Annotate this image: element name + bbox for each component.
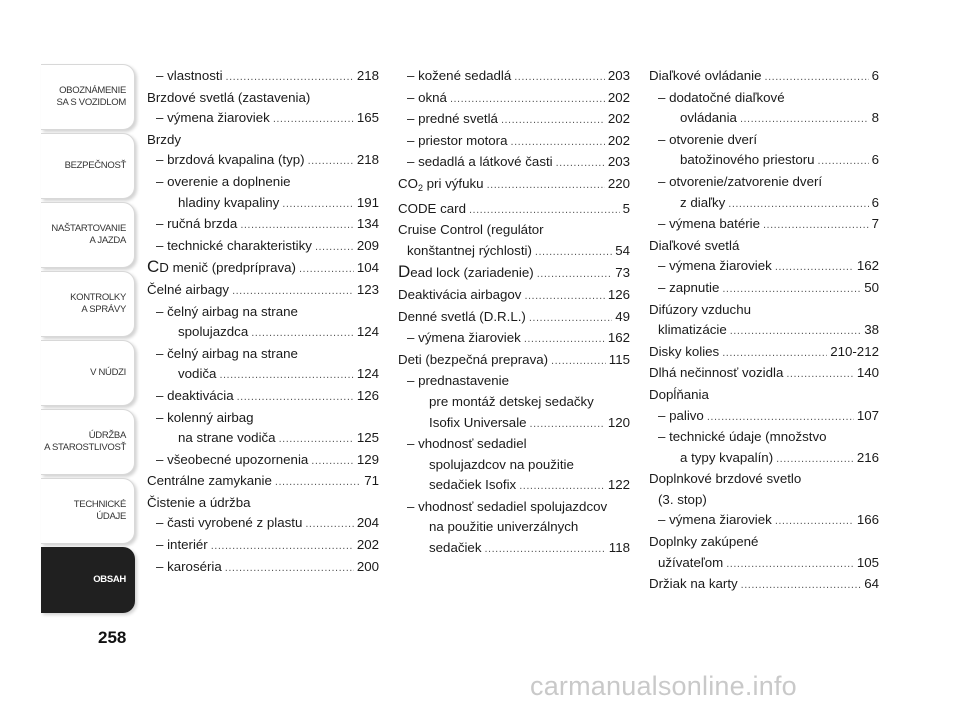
index-entry	[147, 257, 379, 280]
index-entry-text: Doplnkové brzdové svetlo	[649, 471, 802, 487]
leader-dots	[551, 351, 606, 372]
leader-dots	[232, 281, 354, 302]
index-page-number: 124	[356, 366, 379, 382]
index-entry-text: – zapnutie	[658, 279, 720, 295]
index-page-number: 64	[864, 576, 879, 592]
leader-dots	[775, 257, 854, 278]
index-entry-text: Deti (bezpečná preprava)	[398, 351, 549, 367]
index-entry-text: Brzdy	[147, 131, 181, 147]
index-page-number: 209	[356, 237, 379, 253]
index-entry-text: Držiak na karty	[649, 576, 738, 592]
index-page-number: 204	[356, 515, 379, 531]
index-entry	[649, 88, 879, 130]
index-page-number: 202	[607, 111, 630, 127]
index-entry-text: hladiny kvapaliny	[178, 194, 280, 210]
index-entry	[398, 307, 630, 329]
leader-dots	[308, 151, 354, 172]
leader-dots	[741, 575, 862, 596]
index-page-number: 126	[607, 286, 630, 302]
index-entry	[649, 363, 879, 385]
leader-dots	[450, 89, 605, 110]
index-entry	[398, 131, 630, 153]
index-page-number: 38	[864, 322, 879, 338]
index-entry-text: – palivo	[658, 407, 704, 423]
chapter-tab[interactable]: OBSAH	[41, 547, 135, 613]
leader-dots	[707, 407, 854, 428]
index-entry-text: Disky kolies	[649, 343, 720, 359]
index-entry-text: a typy kvapalín)	[680, 449, 774, 465]
index-entry	[147, 344, 379, 386]
leader-dots	[484, 539, 605, 560]
index-page-number: 162	[607, 330, 630, 346]
index-entry-text: – kožené sedadlá	[407, 68, 512, 83]
index-entry-text: – výmena žiaroviek	[407, 330, 521, 346]
index-entry-text: spolujazdcov na použitie	[429, 456, 574, 472]
index-entry-text: Deaktivácia airbagov	[398, 286, 522, 302]
leader-dots	[305, 514, 353, 535]
index-entry-text: – karoséria	[156, 558, 222, 574]
index-entry-text: Denné svetlá (D.R.L.)	[398, 308, 526, 324]
index-entry-text: sedačiek	[429, 540, 482, 556]
index-page-number: 118	[608, 540, 630, 556]
index-page-number: 49	[615, 308, 630, 324]
index-entry	[147, 236, 379, 258]
index-entry-text: – čelný airbag na strane	[156, 345, 298, 361]
leader-dots	[211, 536, 354, 557]
index-entry-text: Doplnky zakúpené	[649, 534, 759, 550]
index-entry-text: – výmena batérie	[658, 216, 760, 232]
leader-dots	[775, 511, 854, 532]
index-page-number: 107	[856, 407, 879, 423]
index-entry-text: – kolenný airbag	[156, 409, 254, 425]
leader-dots	[279, 429, 354, 450]
index-entry-text: – čelný airbag na strane	[156, 303, 298, 319]
index-entry-text: – vlastnosti	[156, 68, 223, 83]
index-entry-text: – technické údaje (množstvo	[658, 429, 827, 445]
leader-dots	[535, 242, 612, 263]
index-page-number: 134	[356, 216, 379, 232]
index-page-number: 202	[607, 132, 630, 148]
index-entry-text: klimatizácie	[658, 322, 727, 338]
leader-dots	[524, 286, 604, 307]
index-entry-text: sedačiek Isofix	[429, 477, 517, 493]
leader-dots	[722, 279, 861, 300]
leader-dots	[273, 109, 354, 130]
index-entry-text: – otvorenie/zatvorenie dverí	[658, 173, 823, 189]
index-entry-text: z diaľky	[680, 194, 726, 210]
index-entry	[147, 66, 379, 88]
index-entry-text: – všeobecné upozornenia	[156, 451, 309, 467]
page-number: 258	[98, 628, 127, 647]
leader-dots	[726, 554, 854, 575]
index-page-number: 71	[364, 473, 379, 489]
leader-dots	[530, 414, 605, 435]
index-entry	[398, 328, 630, 350]
index-entry	[147, 535, 379, 557]
leader-dots	[765, 67, 869, 88]
index-entry-text: Čistenie a údržba	[147, 494, 251, 510]
leader-dots	[226, 67, 354, 88]
chapter-tab[interactable]: KONTROLKY A SPRÁVY	[41, 271, 135, 337]
index-entry	[147, 302, 379, 344]
index-entry	[649, 385, 879, 406]
index-entry	[649, 574, 879, 596]
index-page-number: 8	[871, 110, 879, 126]
index-entry-text: spolujazdca	[178, 324, 249, 340]
index-entry	[649, 278, 879, 300]
index-page-number: 6	[871, 152, 879, 168]
leader-dots	[537, 264, 612, 285]
index-entry-text: Dopĺňania	[649, 386, 709, 402]
index-entry-text: Dlhá nečinnosť vozidla	[649, 365, 784, 381]
leader-dots	[501, 110, 605, 131]
leader-dots	[818, 151, 869, 172]
index-page-number: 104	[356, 260, 379, 276]
leader-dots	[524, 329, 605, 350]
leader-dots	[519, 476, 605, 497]
index-page-number: 191	[356, 194, 379, 210]
index-entry-text: – predné svetlá	[407, 111, 498, 127]
index-entry	[649, 214, 879, 236]
index-entry	[398, 497, 630, 560]
index-entry-text: Cruise Control (regulátor	[398, 222, 544, 238]
index-page-number: 124	[356, 324, 379, 340]
index-entry-text: Centrálne zamykanie	[147, 473, 272, 489]
leader-dots	[315, 237, 354, 258]
chapter-tab[interactable]: NAŠTARTOVANIE A JAZDA	[41, 202, 135, 268]
index-entry-text: Isofix Universale	[429, 414, 527, 430]
index-page-number: 7	[871, 216, 879, 232]
index-entry-text: – overenie a doplnenie	[156, 173, 291, 189]
index-entry	[649, 130, 879, 172]
index-entry	[649, 300, 879, 342]
index-entry-text: batožinového priestoru	[680, 152, 815, 168]
index-page-number: 203	[607, 68, 630, 83]
index-entry-text: – prednastavenie	[407, 373, 510, 389]
index-page-number: 105	[856, 554, 879, 570]
index-entry-text: užívateľom	[658, 554, 724, 570]
index-page-number: 122	[607, 477, 630, 493]
leader-dots	[728, 194, 868, 215]
index-entry	[147, 471, 379, 493]
index-entry	[649, 406, 879, 428]
chapter-tab[interactable]: V NÚDZI	[41, 340, 135, 406]
index-page-number: 203	[607, 154, 630, 170]
leader-dots	[776, 449, 854, 470]
index-entry-text: – interiér	[156, 537, 208, 553]
chapter-tab[interactable]: OBOZNÁMENIE SA S VOZIDLOM	[41, 64, 135, 130]
index-entry-text: Čelné airbagy	[147, 281, 230, 297]
index-page-number: 123	[356, 281, 379, 297]
index-page-number: 166	[856, 512, 879, 528]
index-entry-text: ovládania	[680, 110, 737, 126]
index-entry	[398, 220, 630, 262]
index-entry	[398, 66, 630, 88]
chapter-tab[interactable]: BEZPEČNOSŤ	[41, 133, 135, 199]
leader-dots	[311, 451, 354, 472]
index-entry-text: – deaktivácia	[156, 387, 234, 403]
index-entry-text: – výmena žiaroviek	[658, 258, 772, 274]
index-page-number: 120	[607, 414, 630, 430]
index-entry	[649, 66, 879, 88]
index-page-number: 5	[622, 200, 630, 216]
index-entry-text: Dead lock (zariadenie)	[398, 262, 534, 282]
index-entry	[649, 236, 879, 257]
index-entry-text: Brzdové svetlá (zastavenia)	[147, 89, 311, 105]
index-entry	[147, 108, 379, 130]
index-entry	[649, 510, 879, 532]
index-entry	[147, 280, 379, 302]
index-page-number: 73	[615, 265, 630, 281]
index-page-number: 210-212	[830, 343, 879, 359]
index-entry-text: vodiča	[178, 366, 217, 382]
index-page-number: 50	[864, 279, 879, 295]
leader-dots	[763, 215, 869, 236]
index-page-number: 202	[607, 89, 630, 105]
watermark: carmanualsonline.info	[530, 671, 797, 701]
index-entry	[398, 152, 630, 174]
index-entry-text: – otvorenie dverí	[658, 131, 758, 147]
index-entry-text: (3. stop)	[658, 491, 707, 507]
index-entry	[398, 109, 630, 131]
index-page-number: 162	[856, 258, 879, 274]
index-page-number: 125	[356, 430, 379, 446]
index-entry-text: – výmena žiaroviek	[658, 512, 772, 528]
index-entry	[147, 408, 379, 450]
index-entry-text: – technické charakteristiky	[156, 237, 312, 253]
index-entry-text: konštantnej rýchlosti)	[407, 242, 532, 258]
leader-dots	[514, 67, 605, 88]
chapter-tab[interactable]: TECHNICKÉ ÚDAJE	[41, 478, 135, 544]
index-entry	[649, 172, 879, 214]
leader-dots	[786, 364, 853, 385]
index-entry-text: – vhodnosť sedadiel spolujazdcov	[407, 498, 608, 514]
index-entry-text: CD menič (predpríprava)	[147, 257, 296, 277]
index-entry-text: – brzdová kvapalina (typ)	[156, 152, 305, 168]
index-column-1	[147, 66, 379, 578]
index-entry-text: – sedadlá a látkové časti	[407, 154, 553, 170]
leader-dots	[251, 323, 354, 344]
index-page-number: 140	[856, 365, 879, 381]
index-entry	[398, 88, 630, 110]
index-entry	[147, 172, 379, 214]
index-entry	[147, 130, 379, 151]
index-entry-text: pre montáž detskej sedačky	[429, 393, 594, 409]
index-entry-text: $CO_2$ pri výfuku	[398, 175, 484, 193]
chapter-tab[interactable]: ÚDRŽBA A STAROSTLIVOSŤ	[41, 409, 135, 475]
leader-dots	[237, 387, 354, 408]
index-page-number: 129	[356, 451, 379, 467]
leader-dots	[282, 194, 354, 215]
index-entry-text: – výmena žiaroviek	[156, 110, 270, 126]
index-entry	[147, 450, 379, 472]
index-entry-text: – ručná brzda	[156, 216, 238, 232]
index-page-number: 126	[356, 387, 379, 403]
index-entry-text: – priestor motora	[407, 132, 508, 148]
index-entry	[147, 150, 379, 172]
leader-dots	[511, 132, 605, 153]
index-entry	[398, 199, 630, 221]
index-entry	[147, 214, 379, 236]
index-entry-text: – okná	[407, 89, 447, 105]
index-column-2	[398, 66, 630, 560]
leader-dots	[299, 259, 354, 280]
index-entry-text: – dodatočné diaľkové	[658, 89, 785, 105]
index-entry	[398, 262, 630, 285]
index-entry-text: Diaľkové svetlá	[649, 237, 740, 253]
index-page-number: 220	[607, 175, 630, 191]
index-entry-text: – vhodnosť sedadiel	[407, 436, 527, 452]
index-entry	[147, 386, 379, 408]
leader-dots	[487, 175, 605, 196]
index-entry	[649, 256, 879, 278]
index-entry	[398, 371, 630, 434]
index-page-number: 216	[856, 449, 879, 465]
index-column-3	[649, 66, 879, 596]
index-entry-text: CODE card	[398, 200, 466, 216]
leader-dots	[556, 153, 605, 174]
leader-dots	[722, 343, 827, 364]
index-entry-text: na strane vodiča	[178, 430, 276, 446]
index-page-number: 54	[615, 242, 630, 258]
index-entry	[147, 557, 379, 579]
index-entry-text: na použitie univerzálnych	[429, 519, 579, 535]
index-page-number: 165	[356, 110, 379, 126]
index-entry-text: Diaľkové ovládanie	[649, 68, 762, 83]
index-entry	[649, 469, 879, 510]
index-entry	[649, 342, 879, 364]
index-entry	[147, 493, 379, 514]
leader-dots	[529, 308, 612, 329]
index-entry	[398, 350, 630, 372]
index-entry	[398, 174, 630, 199]
index-entry	[147, 88, 379, 109]
leader-dots	[275, 472, 361, 493]
index-entry-text: Difúzory vzduchu	[649, 301, 751, 317]
leader-dots	[240, 215, 354, 236]
index-entry	[649, 427, 879, 469]
index-page-number: 6	[871, 68, 879, 83]
index-page-number: 218	[356, 152, 379, 168]
index-page-number: 202	[356, 537, 379, 553]
index-page-number: 6	[871, 194, 879, 210]
index-entry	[147, 513, 379, 535]
index-entry	[649, 532, 879, 574]
index-page-number: 200	[356, 558, 379, 574]
index-entry-text: – časti vyrobené z plastu	[156, 515, 303, 531]
leader-dots	[740, 109, 869, 130]
leader-dots	[219, 365, 353, 386]
index-page-number: 115	[608, 351, 630, 367]
index-page-number: 218	[356, 68, 379, 83]
index-entry	[398, 434, 630, 497]
leader-dots	[730, 321, 861, 342]
leader-dots	[469, 200, 620, 221]
index-entry	[398, 285, 630, 307]
leader-dots	[225, 558, 354, 579]
